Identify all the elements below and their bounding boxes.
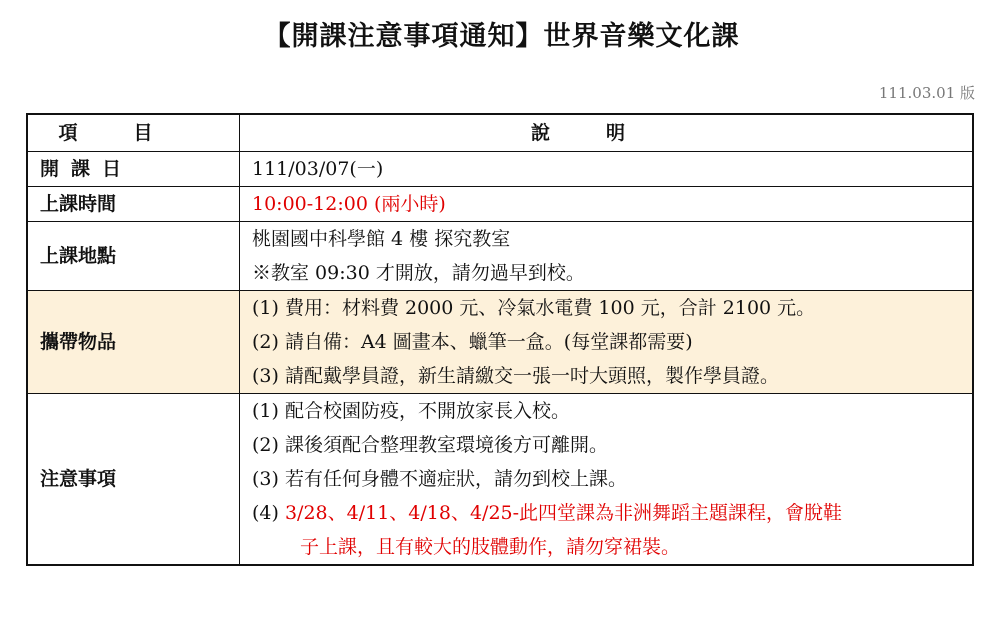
header-description: 說明 <box>240 114 974 152</box>
note-item-4-continued: 子上課，且有較大的肢體動作，請勿穿裙裝。 <box>300 536 681 558</box>
row-label-bring: 攜帶物品 <box>27 291 240 394</box>
row-value-location <box>240 222 974 291</box>
table-row-time <box>27 187 973 222</box>
row-label-date: 開課日 <box>27 152 240 187</box>
table-row-notes <box>27 394 973 566</box>
notice-table <box>26 113 974 566</box>
row-value-bring <box>240 291 974 394</box>
version-label: 111.03.01 版 <box>878 84 975 102</box>
note-item-2: (2) 課後須配合整理教室環境後方可離開。 <box>252 434 608 456</box>
row-label-time: 上課時間 <box>27 187 240 222</box>
table-row-date <box>27 152 973 187</box>
note-item-4-prefix: (4) <box>252 502 285 524</box>
location-line: 桃園國中科學館 4 樓 探究教室 <box>252 228 511 250</box>
row-value-time: 10:00-12:00 (兩小時) <box>240 187 974 222</box>
note-item-1: (1) 配合校園防疫，不開放家長入校。 <box>252 400 570 422</box>
table-row-location <box>27 222 973 291</box>
row-label-notes: 注意事項 <box>27 394 240 566</box>
table-row-bring <box>27 291 973 394</box>
note-item-4-text: 3/28、4/11、4/18、4/25-此四堂課為非洲舞蹈主題課程，會脫鞋 <box>284 502 843 524</box>
row-value-date: 111/03/07(一) <box>240 152 974 187</box>
table-header-row <box>27 114 973 152</box>
bring-item-2: (2) 請自備：A4 圖畫本、蠟筆一盒。(每堂課都需要) <box>252 331 693 353</box>
row-value-notes <box>240 394 974 566</box>
location-note: ※教室 09:30 才開放，請勿過早到校。 <box>252 262 585 284</box>
bring-item-1: (1) 費用：材料費 2000 元、冷氣水電費 100 元，合計 2100 元。 <box>252 297 816 319</box>
header-item: 項目 <box>27 114 240 152</box>
row-label-location: 上課地點 <box>27 222 240 291</box>
page-title: 【開課注意事項通知】世界音樂文化課 <box>263 21 740 52</box>
bring-item-3: (3) 請配戴學員證，新生請繳交一張一吋大頭照，製作學員證。 <box>252 365 779 387</box>
note-item-3: (3) 若有任何身體不適症狀，請勿到校上課。 <box>252 468 627 490</box>
note-item-4 <box>252 496 972 530</box>
